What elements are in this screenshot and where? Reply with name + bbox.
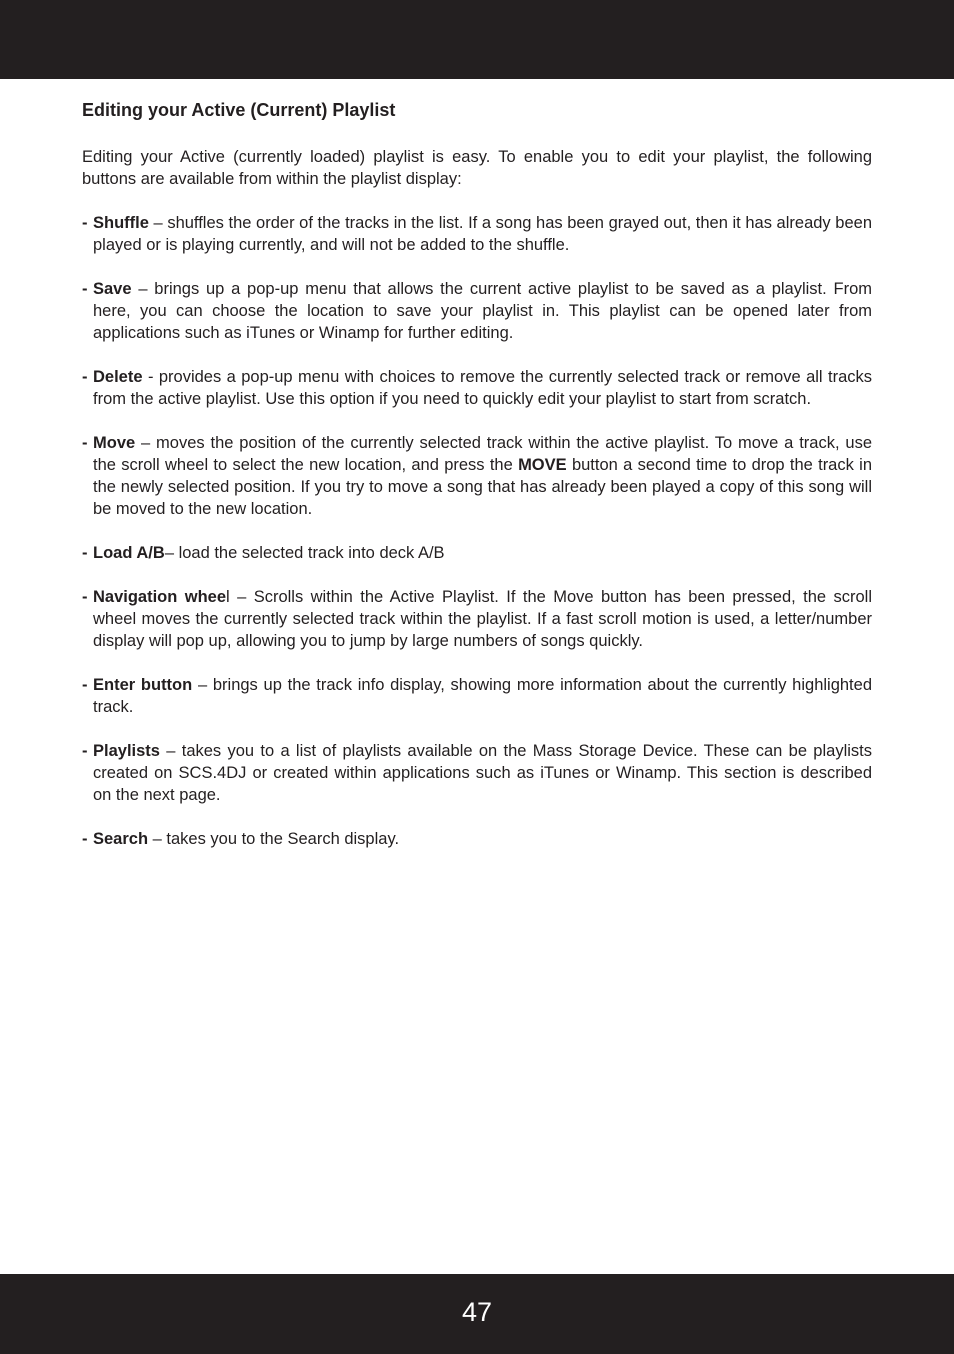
list-item-playlists bbox=[82, 740, 872, 806]
list-bullet: - bbox=[82, 676, 88, 694]
term-load-ab: Load A/B bbox=[93, 544, 165, 562]
page-content bbox=[82, 98, 872, 872]
desc-move-before: – moves the position of the currently selected track within the active playlist. To move a track, use the scroll wheel to select the new location, and press the bbox=[93, 434, 872, 474]
desc-shuffle: – shuffles the order of the tracks in the list. If a song has been grayed out, then it has already been played or is playing currently, and will not be added to the shuffle. bbox=[93, 214, 872, 254]
term-delete: Delete bbox=[93, 368, 143, 386]
list-item-load-ab bbox=[82, 542, 872, 564]
term-search: Search bbox=[93, 830, 149, 848]
list-bullet: - bbox=[82, 368, 88, 386]
term-move: Move bbox=[93, 434, 136, 452]
term-navigation-wheel: Navigation whee bbox=[93, 588, 227, 606]
desc-enter-button: – brings up the track info display, showing more information about the currently highlighted track. bbox=[93, 676, 872, 716]
list-item-shuffle bbox=[82, 212, 872, 256]
list-item-save bbox=[82, 278, 872, 344]
list-bullet: - bbox=[82, 280, 88, 298]
list-item-enter-button bbox=[82, 674, 872, 718]
section-heading: Editing your Active (Current) Playlist bbox=[82, 100, 396, 120]
term-shuffle: Shuffle bbox=[93, 214, 149, 232]
term-save: Save bbox=[93, 280, 132, 298]
list-bullet: - bbox=[82, 544, 88, 562]
list-bullet: - bbox=[82, 214, 88, 232]
term-enter-button: Enter button bbox=[93, 676, 193, 694]
desc-load-ab: – load the selected track into deck A/B bbox=[164, 544, 445, 562]
list-bullet: - bbox=[82, 830, 88, 848]
header-bar bbox=[0, 0, 954, 79]
list-bullet: - bbox=[82, 588, 88, 606]
desc-save: – brings up a pop-up menu that allows the current active playlist to be saved as a playlist. From here, you can choose the location to save your playlist in. This playlist can be opened later from applications such as iTunes or Winamp for further editing. bbox=[93, 280, 872, 342]
intro-paragraph: Editing your Active (currently loaded) playlist is easy. To enable you to edit your playlist, the following buttons are available from within the playlist display: bbox=[82, 148, 872, 188]
page-number: 47 bbox=[461, 1297, 493, 1327]
inline-move-label: MOVE bbox=[518, 456, 567, 474]
term-playlists: Playlists bbox=[93, 742, 160, 760]
list-item-navigation-wheel bbox=[82, 586, 872, 652]
desc-move-after: button a second time to drop the track in the newly selected position. If you try to move a song that has already been played a copy of this song will be moved to the new location. bbox=[93, 456, 872, 518]
desc-search: – takes you to the Search display. bbox=[148, 830, 400, 848]
desc-delete: - provides a pop-up menu with choices to remove the currently selected track or remove all tracks from the active playlist. Use this option if you need to quickly edit your playlist to start from scratch. bbox=[93, 368, 872, 408]
list-item-delete bbox=[82, 366, 872, 410]
list-item-search bbox=[82, 828, 872, 850]
desc-navigation-wheel: l – Scrolls within the Active Playlist. If the Move button has been pressed, the scroll wheel moves the currently selected track within the playlist. If a fast scroll motion is used, a letter/number display will pop up, allowing you to jump by large numbers of songs quickly. bbox=[93, 588, 872, 650]
list-bullet: - bbox=[82, 434, 88, 452]
desc-playlists: – takes you to a list of playlists available on the Mass Storage Device. These can be playlists created on SCS.4DJ or created within applications such as iTunes or Winamp. This section is described on the next page. bbox=[93, 742, 872, 804]
list-bullet: - bbox=[82, 742, 88, 760]
list-item-move bbox=[82, 432, 872, 520]
